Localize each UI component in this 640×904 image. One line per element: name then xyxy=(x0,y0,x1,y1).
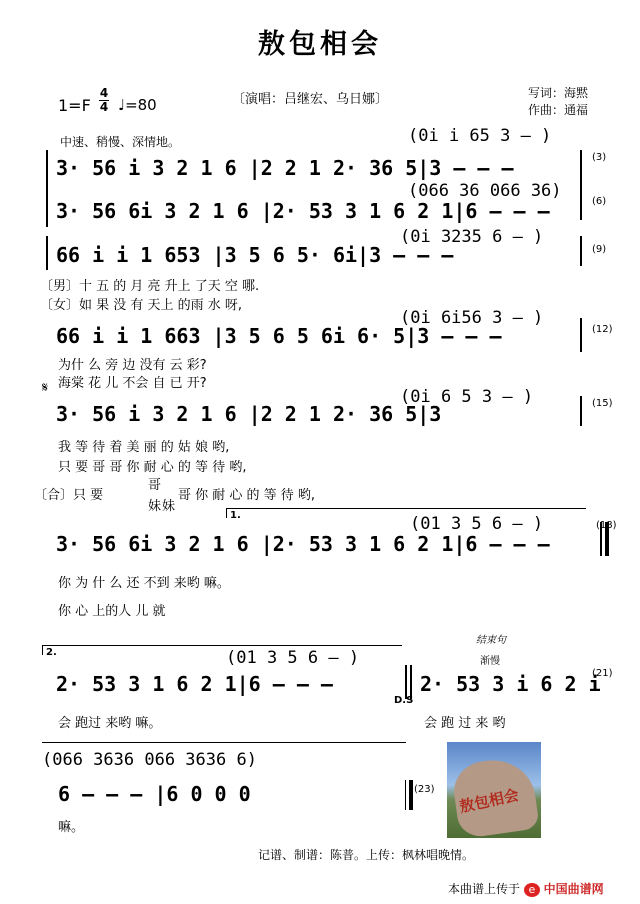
composer-credit: 作曲：通福 xyxy=(528,103,589,117)
system-bracket xyxy=(46,236,48,270)
barline xyxy=(405,665,407,699)
performers-credit: 〔演唱：吕继宏、乌日娜〕 xyxy=(232,92,389,107)
upload-text: 本曲谱上传于 xyxy=(448,882,521,896)
system-bracket xyxy=(46,150,48,227)
volta-bracket-2 xyxy=(42,645,402,646)
lyrics-line-6b: 你 心 上的人 儿 就 xyxy=(58,604,166,619)
measure-number: (18) xyxy=(596,520,617,531)
intro-phrase-6: (01 3 5 6 – ) xyxy=(410,514,544,534)
volta-2-label: 2. xyxy=(46,647,57,658)
measure-number: (3) xyxy=(592,152,607,163)
intro-phrase-2: (066 36 066 36) xyxy=(408,181,562,201)
intro-phrase-3: (0i 3235 6 – ) xyxy=(400,227,544,247)
expression-marking: 中速、稍慢、深情地。 xyxy=(60,135,181,149)
intro-phrase-5: (0i 6 5 3 – ) xyxy=(400,387,534,407)
notes-row-7: 2· 53 3 1 6 2 1|6 – – – xyxy=(56,672,333,696)
lyrics-male-verse: 〔男〕十 五 的 月 亮 升上 了天 空 哪. xyxy=(40,279,260,294)
measure-number: (23) xyxy=(414,784,435,795)
measure-number: (12) xyxy=(592,324,613,335)
volta-1-label: 1. xyxy=(230,510,241,521)
volta-bracket-1-tick xyxy=(226,508,227,518)
notes-row-7-ending: 2· 53 3 i 6 2 i xyxy=(420,672,601,696)
rock-engraving: 敖包相会 xyxy=(457,785,521,817)
aobao-photo xyxy=(447,742,541,838)
volta-bracket-2-tick xyxy=(42,645,43,655)
measure-number: (21) xyxy=(592,668,613,679)
site-name[interactable]: 中国曲谱网 xyxy=(543,882,604,896)
volta-bracket-1 xyxy=(226,508,586,509)
barline xyxy=(580,318,582,352)
barline xyxy=(580,236,582,266)
lyrics-line-5b: 只 要 哥 哥 你 耐 心 的 等 待 哟, xyxy=(58,460,247,475)
lyrics-chorus-mei2: 妹 xyxy=(162,499,176,514)
lyrics-chorus-label: 〔合〕只 要 xyxy=(34,488,104,503)
time-signature xyxy=(99,87,109,114)
measure-number: (15) xyxy=(592,398,613,409)
score-title: 敖包相会 xyxy=(258,29,382,60)
volta-bracket-3 xyxy=(42,742,406,743)
notes-row-6: 3· 56 6i 3 2 1 6 |2· 53 3 1 6 2 1|6 – – – xyxy=(56,532,550,556)
lyrics-line-4b: 海棠 花 儿 不会 自 已 开? xyxy=(58,376,207,391)
dal-segno-marking: D.S xyxy=(394,695,414,706)
lyrics-female-verse: 〔女〕如 果 没 有 天上 的雨 水 呀, xyxy=(40,298,243,313)
transcription-credit: 记谱、制谱：陈普。上传：枫林唱晚情。 xyxy=(258,848,475,862)
upload-note xyxy=(448,880,604,897)
lyrics-line-7-ending: 会 跑 过 来 哟 xyxy=(424,716,506,731)
lyrics-line-7: 会 跑过 来哟 嘛。 xyxy=(58,716,162,731)
barline xyxy=(580,190,582,220)
lyrics-chorus-ge: 哥 xyxy=(148,478,162,493)
final-barline-thick xyxy=(409,780,413,810)
notes-row-5: 3· 56 i 3 2 1 6 |2 2 1 2· 36 5|3 xyxy=(56,402,442,426)
barline xyxy=(580,396,582,426)
lyrics-line-4a: 为什 么 旁 边 没有 云 彩? xyxy=(58,358,207,373)
ending-phrase-label: 结束句 xyxy=(476,635,506,646)
barline xyxy=(580,150,582,190)
lyrics-line-8: 嘛。 xyxy=(58,820,85,835)
notes-row-3: 66 i i 1 653 |3 5 6 5· 6i|3 – – – xyxy=(56,243,454,267)
barline xyxy=(410,665,412,699)
lyricist-credit: 写词：海黙 xyxy=(528,86,589,100)
intro-phrase-1: (0i i 65 3 – ) xyxy=(408,126,552,146)
intro-phrase-7: (01 3 5 6 – ) xyxy=(226,648,360,668)
segno-icon: 𝄋 xyxy=(42,380,49,396)
time-numerator: 4 xyxy=(99,86,109,100)
measure-number: (9) xyxy=(592,244,607,255)
key-signature xyxy=(58,96,91,115)
notes-row-8: 6 – – – |6 0 0 0 xyxy=(58,782,251,806)
notes-row-1: 3· 56 i 3 2 1 6 |2 2 1 2· 36 5|3 – – – xyxy=(56,156,514,180)
intro-phrase-8: (066 3636 066 3636 6) xyxy=(42,750,257,770)
notes-row-4: 66 i i 1 663 |3 5 6 5 6i 6· 5|3 – – – xyxy=(56,324,502,348)
lyrics-chorus-mei: 妹 xyxy=(148,499,162,514)
ritardando-marking: 渐慢 xyxy=(480,656,500,667)
measure-number: (6) xyxy=(592,196,607,207)
lyrics-line-5a: 我 等 待 着 美 丽 的 姑 娘 哟, xyxy=(58,440,230,455)
key-text: 1=F xyxy=(58,96,91,115)
time-denominator: 4 xyxy=(99,100,109,114)
tempo-marking: ♩=80 xyxy=(118,96,157,114)
final-barline xyxy=(405,780,406,810)
intro-phrase-4: (0i 6i56 3 – ) xyxy=(400,308,544,328)
site-logo-icon: e xyxy=(524,883,540,897)
lyrics-line-6a: 你 为 什 么 还 不到 来哟 嘛。 xyxy=(58,576,230,591)
lyrics-chorus-line: 哥 你 耐 心 的 等 待 哟, xyxy=(178,488,316,503)
notes-row-2: 3· 56 6i 3 2 1 6 |2· 53 3 1 6 2 1|6 – – – xyxy=(56,199,550,223)
